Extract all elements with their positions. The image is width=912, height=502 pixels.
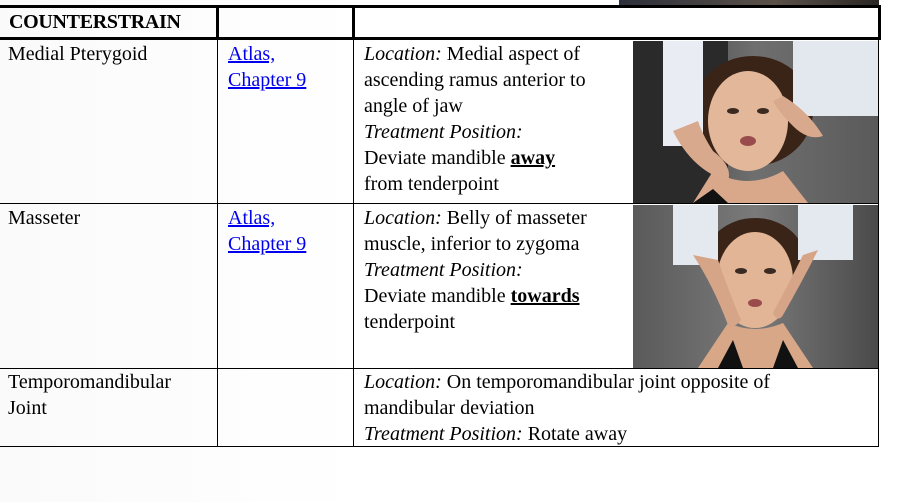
row-2-treatment-emphasis: towards	[510, 285, 580, 307]
row-2-description	[364, 205, 587, 335]
row-2-location-line-1: Belly of masseter	[446, 207, 587, 229]
col-divider-2	[353, 40, 354, 446]
row-3-location-line-2: mandibular deviation	[364, 397, 535, 419]
row-1-link-line-1[interactable]: Atlas,	[228, 43, 276, 65]
header-counterstrain: COUNTERSTRAIN	[9, 11, 181, 33]
row-1-treatment-prefix: Deviate mandible	[364, 147, 506, 169]
row-1-treatment-emphasis: away	[510, 147, 556, 169]
row-1-treatment-suffix: from tenderpoint	[364, 173, 499, 195]
header-top-border	[0, 5, 881, 8]
photo-1-illustration	[633, 41, 878, 203]
header-bottom-border	[0, 37, 881, 40]
row-1-location-line-3: angle of jaw	[364, 95, 463, 117]
table-right-border	[878, 40, 879, 446]
row-1-treatment-label: Treatment Position:	[364, 121, 523, 143]
row-2-treatment-label: Treatment Position:	[364, 259, 523, 281]
row-3-name	[8, 369, 171, 421]
medial-pterygoid-treatment-photo	[633, 41, 878, 203]
row-1-link-line-2[interactable]: Chapter 9	[228, 69, 307, 91]
row-3-treatment-label: Treatment Position:	[364, 423, 523, 445]
row-1-location-label: Location:	[364, 43, 442, 65]
row-3-name-line-1: Temporomandibular	[8, 371, 171, 393]
row-2-treatment-suffix: tenderpoint	[364, 311, 456, 333]
row-1-atlas-link[interactable]	[228, 41, 306, 93]
header-divider-2	[352, 5, 355, 40]
row-1-location-line-2: ascending ramus anterior to	[364, 69, 586, 91]
photo-2-illustration	[633, 205, 878, 368]
row-1-location-line-1: Medial aspect of	[446, 43, 581, 65]
row-1-bottom-border	[0, 203, 879, 204]
row-3-location-label: Location:	[364, 371, 442, 393]
row-2-location-label: Location:	[364, 207, 442, 229]
row-2-treatment-prefix: Deviate mandible	[364, 285, 506, 307]
row-3-name-line-2: Joint	[8, 397, 47, 419]
row-2-location-line-2: muscle, inferior to zygoma	[364, 233, 580, 255]
row-3-description	[364, 369, 770, 447]
header-right-border	[878, 5, 881, 40]
row-2-link-line-2[interactable]: Chapter 9	[228, 233, 307, 255]
masseter-treatment-photo	[633, 205, 878, 368]
row-3-location-line-1: On temporomandibular joint opposite of	[446, 371, 771, 393]
row-3-treatment-text: Rotate away	[527, 423, 628, 445]
row-2-atlas-link[interactable]	[228, 205, 306, 257]
row-1-description	[364, 41, 586, 197]
row-1-name: Medial Pterygoid	[8, 43, 148, 65]
col-divider-1	[217, 40, 218, 446]
row-2-name: Masseter	[8, 207, 81, 229]
header-divider-1	[216, 5, 219, 40]
row-2-link-line-1[interactable]: Atlas,	[228, 207, 276, 229]
